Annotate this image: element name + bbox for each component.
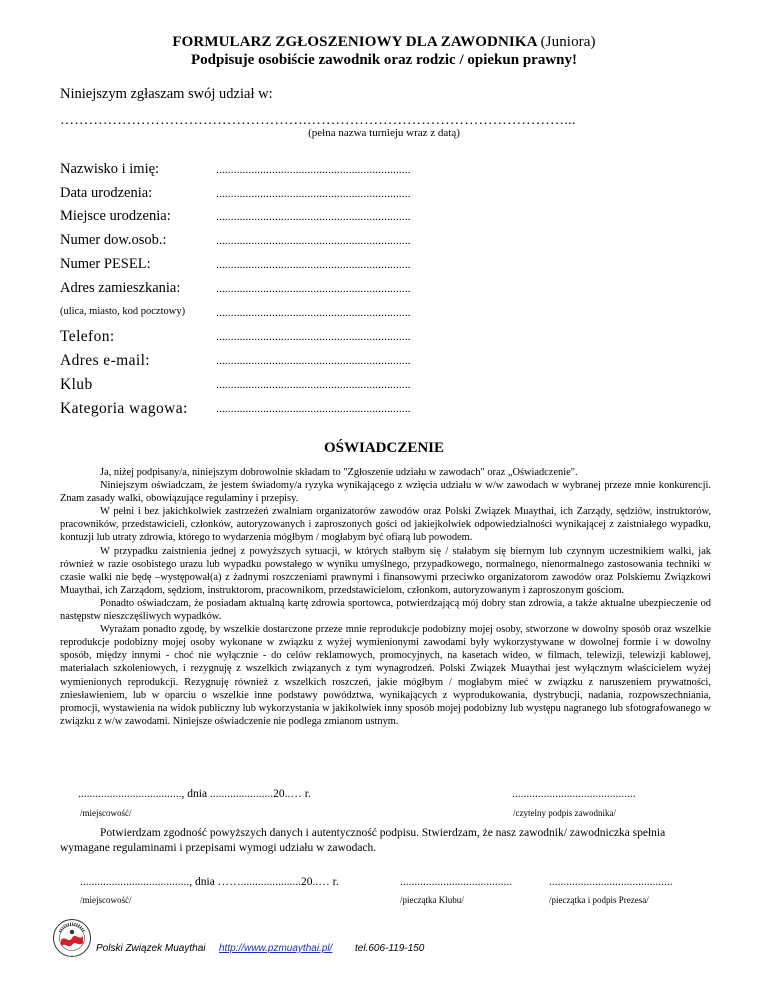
tournament-name-caption: (pełna nazwa turnieju wraz z datą) — [308, 127, 460, 139]
pesel-label: Numer PESEL: — [60, 256, 151, 272]
place-caption: /miejscowość/ — [80, 808, 132, 818]
email-label: Adres e-mail: — [60, 352, 150, 369]
club-field[interactable]: .................................................................. — [216, 379, 411, 391]
address-label: Adres zamieszkania: — [60, 280, 181, 296]
birth-date-field[interactable]: .................................................................. — [216, 188, 411, 200]
club-stamp-field[interactable]: ....................................... — [400, 876, 513, 888]
birth-place-label: Miejsce urodzenia: — [60, 208, 171, 224]
athlete-signature-field[interactable]: ........................................... — [512, 788, 636, 800]
intro-text: Niniejszym zgłaszam swój udział w: — [60, 86, 273, 102]
form-title: FORMULARZ ZGŁOSZENIOWY DLA ZAWODNIKA (Juniora) — [172, 34, 596, 50]
birth-place-field[interactable]: .................................................................. — [216, 211, 411, 223]
club-place-date-field[interactable]: ......................................, dnia …….....................20..… r. — [80, 876, 339, 888]
birth-date-label: Data urodzenia: — [60, 185, 153, 201]
weight-category-label: Kategoria wagowa: — [60, 400, 188, 417]
id-number-field[interactable]: .................................................................. — [216, 235, 411, 247]
weight-category-field[interactable]: .................................................................. — [216, 403, 411, 415]
surname-name-field[interactable]: .................................................................. — [216, 164, 411, 176]
surname-name-label: Nazwisko i imię: — [60, 161, 160, 177]
pzm-logo — [52, 918, 92, 958]
address-line2-field[interactable]: .................................................................. — [216, 307, 411, 319]
club-label: Klub — [60, 376, 93, 393]
address-field[interactable]: .................................................................. — [216, 283, 411, 295]
id-number-label: Numer dow.osob.: — [60, 232, 167, 248]
declaration-paragraph: Ponadto oświadczam, że posiadam aktualną kartę zdrowia sportowca, potwierdzającą mój dobry stan zdrowia, a także aktualne ubezpieczenie od następstw nieszczęśliwych wypadków. — [60, 597, 711, 623]
place-date-field[interactable]: ...................................., dnia ......................20..… r. — [78, 788, 311, 800]
footer-phone: tel.606-119-150 — [355, 943, 425, 954]
athlete-signature-caption: /czytelny podpis zawodnika/ — [513, 808, 616, 818]
pesel-field[interactable]: .................................................................. — [216, 259, 411, 271]
president-signature-field[interactable]: ........................................... — [549, 876, 673, 888]
club-place-caption: /miejscowość/ — [80, 895, 132, 905]
club-confirmation: Potwierdzam zgodność powyższych danych i autentyczność podpisu. Stwierdzam, że nasz zawodnik/ zawodniczka spełnia wymagane regulaminami i przepisami wymogi udziału w zawodach. — [60, 827, 666, 854]
president-signature-caption: /pieczątka i podpis Prezesa/ — [549, 895, 649, 905]
club-stamp-caption: /pieczątka Klubu/ — [400, 895, 464, 905]
tournament-name-field[interactable]: …………………………………………….………………………………………………... — [60, 113, 576, 128]
phone-label: Telefon: — [60, 328, 115, 345]
footer-website-link[interactable] — [219, 943, 332, 954]
phone-field[interactable]: .................................................................. — [216, 331, 411, 343]
declaration-body — [60, 466, 711, 728]
address-hint-label: (ulica, miasto, kod pocztowy) — [60, 306, 186, 317]
footer-org-name: Polski Związek Muaythai — [96, 943, 206, 954]
declaration-paragraph: W przypadku zaistnienia jednej z powyższych sytuacji, w których stałbym się / stałabym się biernym lub czynnym uczestnikiem walki, jak również w razie osobistego urazu lub wypadku powstałego w wyniku umyślnego, przypadkowego, normalnego, nienormalnego zastosowania techniki w czasie walki nie będę –występował(a) z żadnymi roszczeniami prawnymi i finansowymi przeciwko organizatorom zawodów oraz Polskiemu Związkowi Muaythai, ich Zarządom, sędziom, instruktorom, pracownikom, przedstawicielom, członkom, autoryzowanym i zaproszonym gościom. — [60, 545, 711, 596]
declaration-paragraph: Ja, niżej podpisany/a, niniejszym dobrowolnie składam to "Zgłoszenie udziału w zawodach" oraz „Oświadczenie". — [100, 467, 578, 478]
form-subtitle: Podpisuje osobiście zawodnik oraz rodzic / opiekun prawny! — [190, 52, 577, 68]
declaration-paragraph: Wyrażam ponadto zgodę, by wszelkie dostarczone przeze mnie reprodukcje podobizny mojej osoby, stworzone w dowolny sposób oraz wszelkie reprodukcje podobizny mojej osoby wykonane w związku z wyżej wymienionymi zawodami były wykorzystywane w dowolnej formie i w dowolny sposób, między innymi - choć nie wyłącznie - do celów reklamowych, promocyjnych, na kasetach wideo, w filmach, telewizji, telewizji kablowej, materiałach szkoleniowych, i rezygnuję z wszelkich związanych z tym wynagrodzeń. Polski Związek Muaythai jest wyłącznym właścicielem wyżej wymienionych reprodukcji. Rezygnuję również z wszelkich roszczeń, jakie mógłbym / mogłabym mieć w związku z naruszeniem prywatności, zniesławieniem, lub w oparciu o wszelkie inne podstawy powództwa, wynikających z wyprodukowania, dystrybucji, nadania, rozpowszechniania, promocji, wystawienia na widok publiczny lub wykorzystania w jakikolwiek inny sposób mojej podobizny lub występu nagranego lub sfotografowanego w związku z w/w zawodami. Niniejsze oświadczenie nie podlega zmianom ustnym. — [60, 624, 711, 727]
declaration-paragraph: W pełni i bez jakichkolwiek zastrzeżeń zwalniam organizatorów zawodów oraz Polski Związek Muaythai, ich Zarządy, sędziów, instruktorów, pracowników, przedstawicieli, członków, autoryzowanych i zaproszonych gości od jakiejkolwiek odpowiedzialności wynikającej z zaistniałego wypadku, kontuzji lub utraty zdrowia, którego to wydarzenia mógłbym / mogłabym być ofiarą lub powodem. — [60, 506, 711, 544]
declaration-paragraph: Niniejszym oświadczam, że jestem świadomy/a ryzyka wynikającego z wzięcia udziału w w/w zawodach w wybranej przeze mnie konkurencji. Znam zasady walki, obowiązujące regulaminy i przepisy. — [60, 480, 711, 505]
declaration-heading: OŚWIADCZENIE — [323, 440, 445, 456]
footer-website-link-text[interactable]: http://www.pzmuaythai.pl/ — [219, 943, 333, 954]
email-field[interactable]: .................................................................. — [216, 355, 411, 367]
